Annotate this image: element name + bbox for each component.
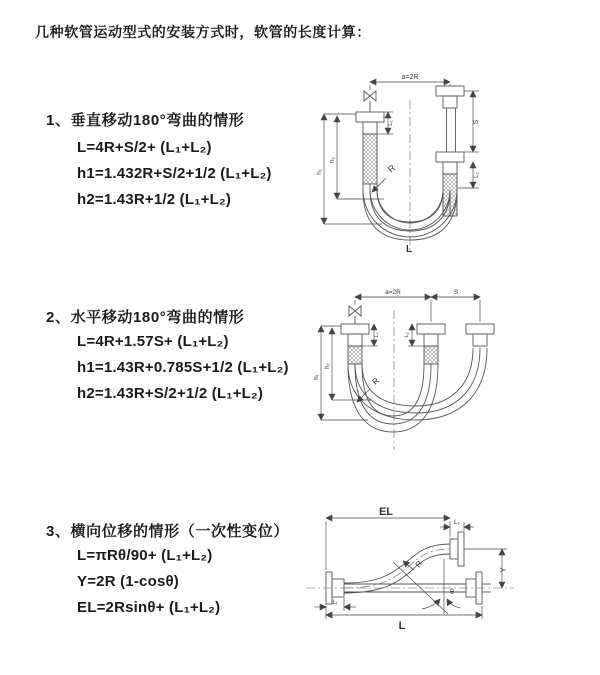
dim-label-s: S — [453, 289, 459, 296]
dim-label-y: Y — [499, 567, 508, 573]
dimension-s — [431, 289, 480, 322]
dimension-h1 — [314, 326, 368, 420]
dim-label-a2r: a=2R — [401, 74, 419, 81]
left-flange-stack — [356, 112, 384, 184]
section-1-heading: 1、垂直移动180°弯曲的情形 — [46, 112, 245, 129]
dim-label-el: EL — [378, 506, 394, 518]
dimension-l — [326, 606, 482, 632]
dimension-l2 — [440, 520, 474, 531]
valve-icon — [364, 91, 376, 112]
section-1-formula-L: L=4R+S/2+ (L₁+L₂) — [77, 139, 212, 156]
diagram-vertical-180-bend — [312, 66, 592, 258]
section-3-formula-EL: EL=2Rsinθ+ (L₁+L₂) — [77, 599, 221, 616]
braided-hose-section — [424, 346, 438, 364]
angle-construction — [393, 559, 460, 614]
flange-stem — [348, 334, 362, 346]
flange-stem — [443, 162, 457, 174]
flange-stem — [443, 96, 457, 108]
dimension-l1 — [362, 324, 380, 346]
flange — [356, 112, 384, 122]
dim-label-r: R — [385, 162, 398, 175]
dimension-s — [464, 91, 480, 152]
dim-label-h1: h₁ — [314, 374, 320, 380]
braided-hose-section — [363, 134, 377, 184]
diagram-horizontal-180-bend — [308, 282, 593, 457]
middle-flange-stack — [417, 324, 445, 364]
left-flange-stack — [341, 324, 369, 364]
flange-plate — [458, 532, 464, 566]
flange-stem — [363, 122, 377, 134]
braided-hose-section — [348, 346, 362, 364]
dimension-l2 — [458, 162, 480, 188]
valve-icon — [349, 306, 361, 324]
section-3-formula-L: L=πRθ/90+ (L₁+L₂) — [77, 547, 213, 564]
dimension-a2r — [355, 289, 431, 322]
dimension-el — [326, 506, 450, 570]
dimension-a2r — [370, 74, 450, 90]
dim-label-l: L — [398, 620, 406, 632]
dim-label-l1: L₁ — [332, 600, 338, 606]
section-1-formula-h2: h2=1.43R+1/2 (L₁+L₂) — [77, 191, 232, 208]
flange — [436, 86, 464, 96]
flange — [466, 324, 494, 334]
dim-label-l: L — [405, 244, 413, 255]
dim-label-theta: θ — [450, 589, 454, 596]
dimension-y — [464, 549, 508, 588]
dim-label-l2: L₂ — [454, 520, 460, 526]
dimension-l2 — [404, 324, 424, 346]
dim-label-r: R — [413, 559, 425, 570]
section-1-formula-h1: h1=1.432R+S/2+1/2 (L₁+L₂) — [77, 165, 272, 182]
section-2-formula-h1: h1=1.43R+0.785S+1/2 (L₁+L₂) — [77, 359, 289, 376]
flange — [417, 324, 445, 334]
dim-label-h2: h₂ — [325, 363, 331, 369]
flange-stem — [473, 334, 487, 346]
dimension-l1 — [377, 112, 394, 134]
flange — [341, 324, 369, 334]
dim-label-a2r: a=2R — [385, 289, 401, 296]
displaced-hose-curve — [344, 544, 450, 593]
dimension-l1 — [314, 598, 356, 611]
flange — [436, 152, 464, 162]
section-2-formula-h2: h2=1.43R+S/2+1/2 (L₁+L₂) — [77, 385, 264, 402]
flange-hub — [450, 539, 458, 559]
dim-label-r: R — [370, 375, 381, 387]
section-3-heading: 3、横向位移的情形（一次性变位） — [46, 523, 289, 540]
page-title: 几种软管运动型式的安装方式时，软管的长度计算： — [35, 24, 371, 40]
section-2-heading: 2、水平移动180°弯曲的情形 — [46, 309, 245, 326]
dim-label-l1: L₁ — [374, 332, 380, 338]
right-flange-stack — [466, 324, 494, 346]
dim-label-h1: h₁ — [316, 169, 323, 175]
dim-label-l2: L₂ — [474, 172, 480, 178]
dim-label-l1: L₁ — [388, 120, 394, 126]
dim-label-s: S — [473, 119, 480, 125]
upper-right-flange — [450, 532, 464, 566]
section-3-formula-Y: Y=2R (1-cosθ) — [77, 573, 179, 590]
diagram-lateral-displacement — [298, 502, 598, 657]
section-2-formula-L: L=4R+1.57S+ (L₁+L₂) — [77, 333, 229, 350]
flange-stem — [424, 334, 438, 346]
dim-label-h2: h₂ — [329, 156, 336, 164]
dim-label-l2: L₂ — [404, 332, 410, 338]
